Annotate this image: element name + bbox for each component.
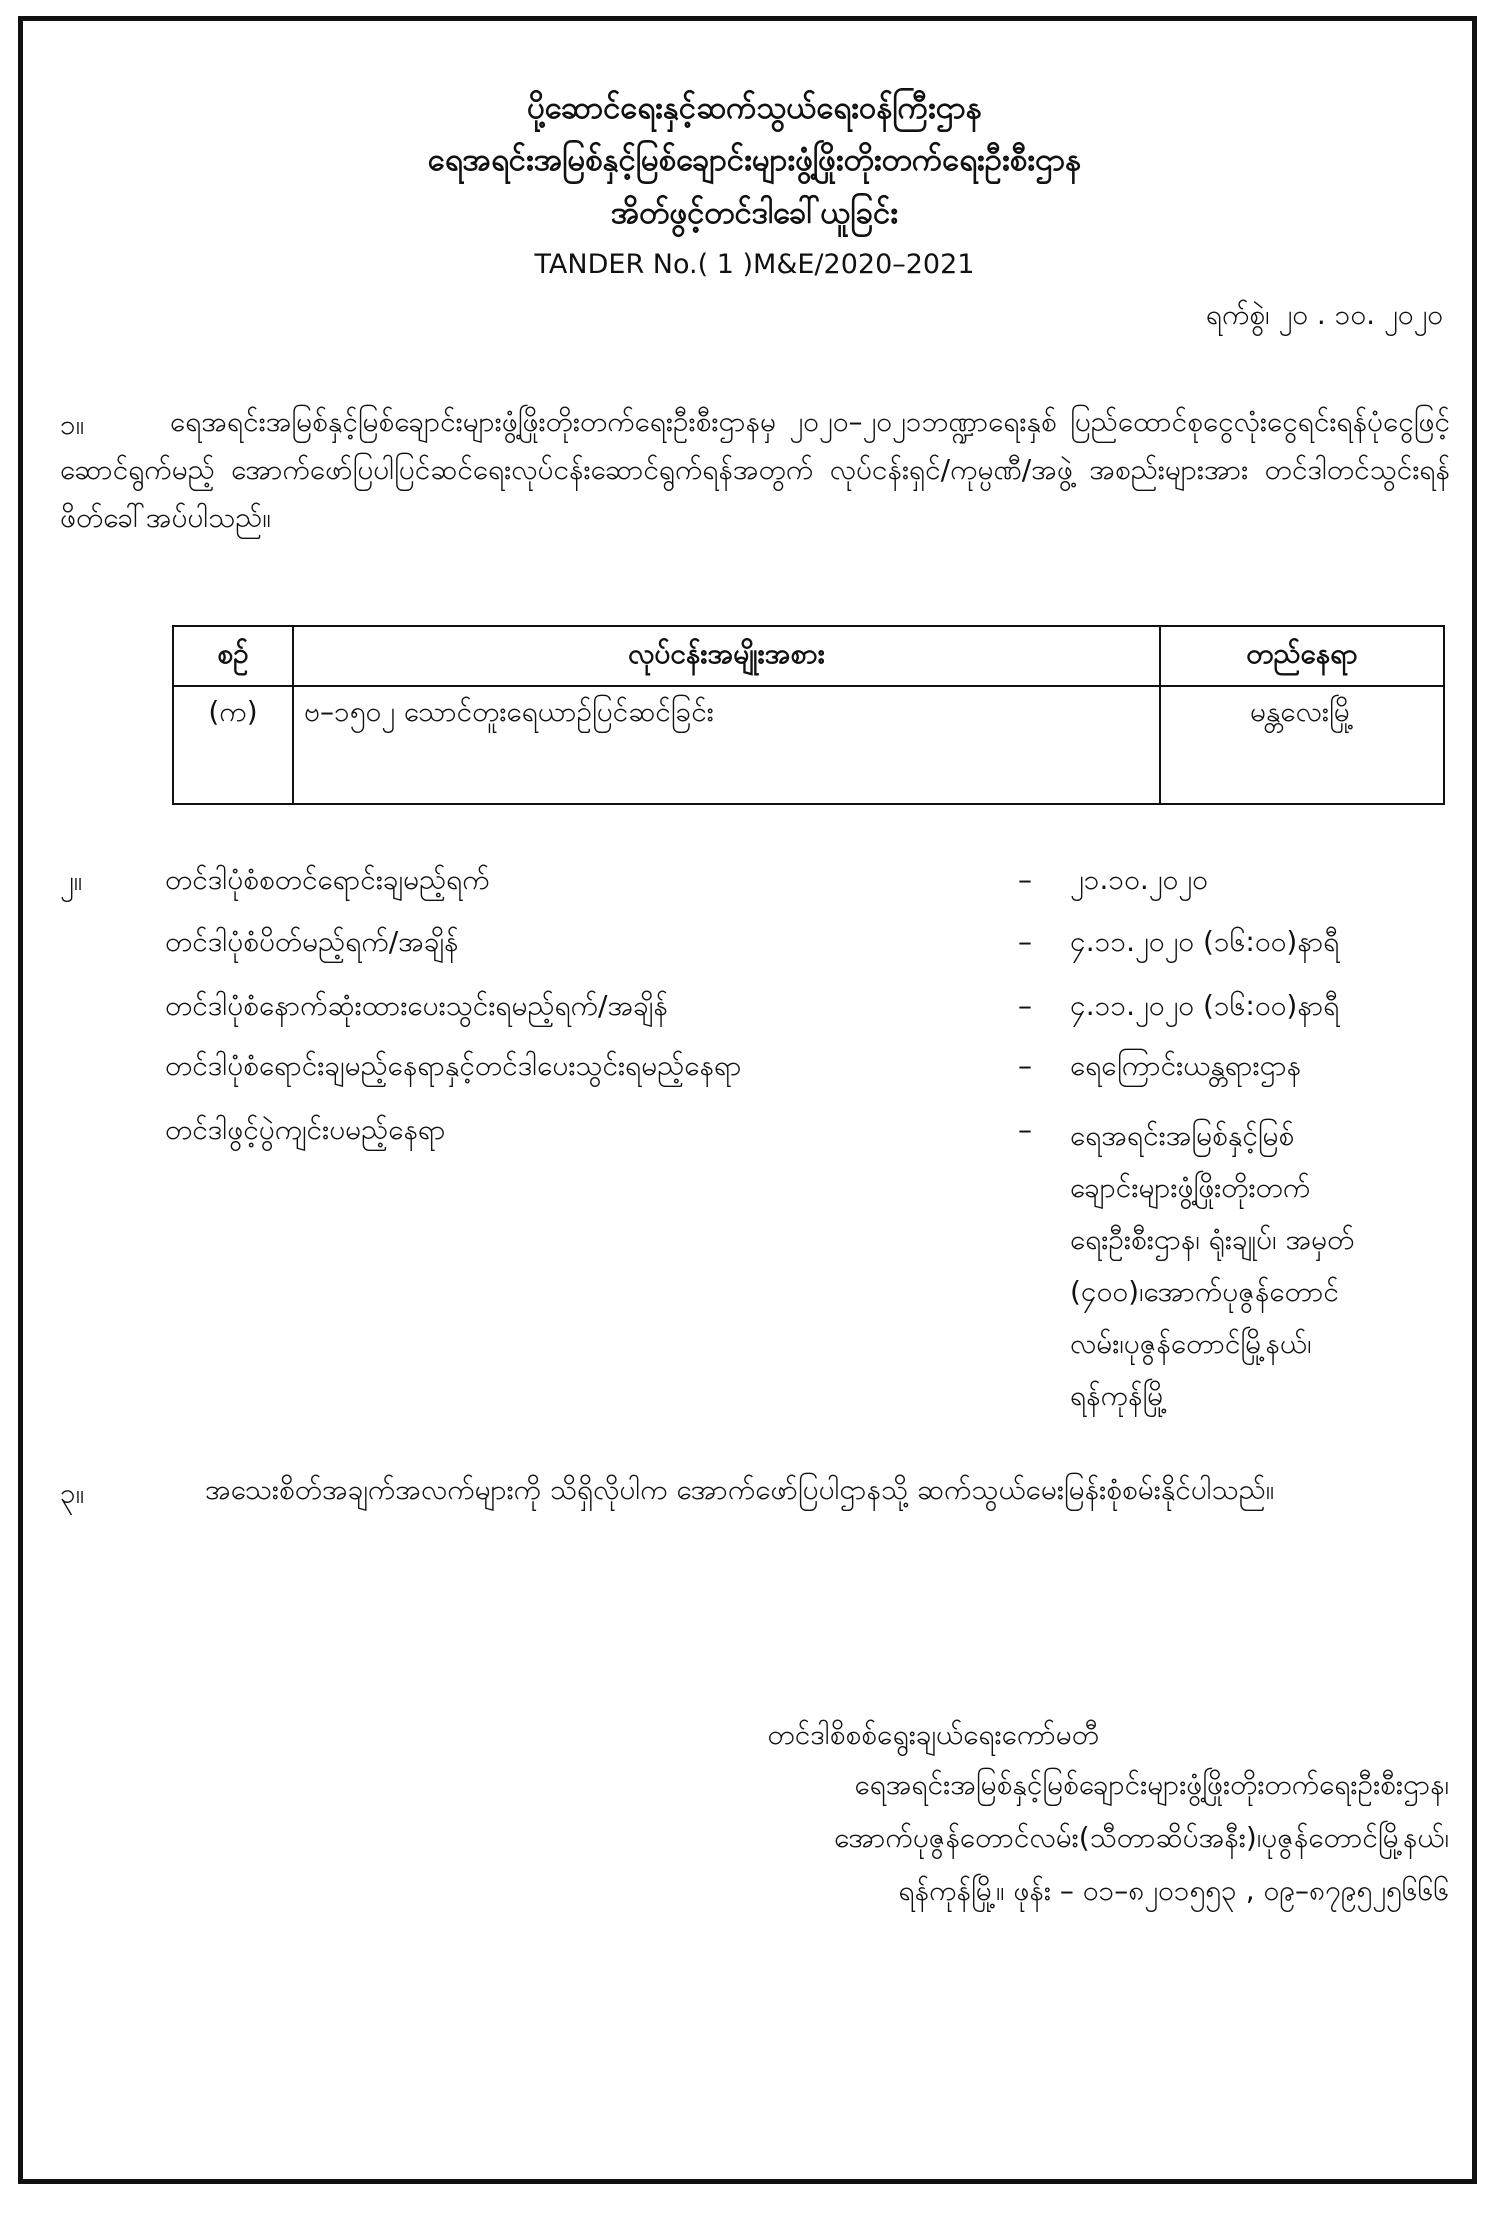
schedule-dash: – xyxy=(1018,863,1032,896)
signature-department: ရေအရင်းအမြစ်နှင့်မြစ်ချောင်းများဖွံ့ဖြိုးတိုးတက်ရေးဦးစီးဌာန၊ xyxy=(854,1768,1449,1801)
schedule-label: တင်ဒါပုံစံရောင်းချမည့်နေရာနှင့်တင်ဒါပေးသွင်းရမည့်နေရာ xyxy=(165,1049,742,1082)
opening-venue-address xyxy=(1070,1110,1430,1422)
schedule-label: တင်ဒါပုံစံပိတ်မည့်ရက်/အချိန် xyxy=(165,925,459,958)
signature-committee: တင်ဒါစိစစ်ရွေးချယ်ရေးကော်မတီ xyxy=(767,1718,1099,1751)
tender-number: TANDER No.( 1 )M&E/2020–2021 xyxy=(534,249,975,280)
table-cell-work-type: ဗ–၁၅၀၂ သောင်တူးရေယာဉ်ပြင်ဆင်ခြင်း xyxy=(293,686,1160,804)
signature-phone: ရန်ကုန်မြို့။ ဖုန်း – ၀၁–၈၂၀၁၅၅၃ , ၀၉–၈၇၉၅၂၅၆၆၆ xyxy=(898,1874,1449,1907)
table-header-serial: စဉ် xyxy=(173,626,293,686)
department-heading: ရေအရင်းအမြစ်နှင့်မြစ်ချောင်းများဖွံ့ဖြိုးတိုးတက်ရေးဦးစီးဌာန xyxy=(427,142,1082,178)
schedule-label: တင်ဒါဖွင့်ပွဲကျင်းပမည့်နေရာ xyxy=(165,1113,446,1146)
schedule-value: ရေကြောင်းယန္တရားဌာန xyxy=(1070,1049,1302,1082)
signature-address: အောက်ပုဇွန်တောင်လမ်း(သီတာဆိပ်အနီး)၊ပုဇွန်တောင်မြို့နယ်၊ xyxy=(834,1821,1449,1854)
address-line: ချောင်းများဖွံ့ဖြိုးတိုးတက် xyxy=(1070,1171,1311,1204)
ministry-heading: ပို့ဆောင်ရေးနှင့်ဆက်သွယ်ရေးဝန်ကြီးဌာန xyxy=(527,90,982,126)
para3-number: ၃။ xyxy=(60,1477,85,1510)
address-line: (၄၀၀)၊အောက်ပုဇွန်တောင် xyxy=(1070,1275,1339,1308)
schedule-value: ၄.၁၁.၂၀၂၀ (၁၆:၀၀)နာရီ xyxy=(1070,989,1340,1022)
schedule-value: ၂၁.၁၀.၂၀၂၀ xyxy=(1070,863,1208,896)
notice-title: အိတ်ဖွင့်တင်ဒါခေါ်ယူခြင်း xyxy=(610,195,899,231)
schedule-dash: – xyxy=(1018,1113,1032,1146)
para3-text: အသေးစိတ်အချက်အလက်များကို သိရှိလိုပါက အောက်ဖော်ပြပါဌာနသို့ ဆက်သွယ်မေးမြန်းစုံစမ်းနိုင်ပါသည်။ xyxy=(205,1473,1275,1506)
table-cell-serial: (က) xyxy=(173,686,293,804)
table-header-location: တည်နေရာ xyxy=(1160,626,1444,686)
table-header-work-type: လုပ်ငန်းအမျိုးအစား xyxy=(293,626,1160,686)
schedule-item xyxy=(0,858,1509,902)
para1-number: ၁။ xyxy=(60,408,85,441)
schedule-item xyxy=(0,920,1509,964)
schedule-item xyxy=(0,1044,1509,1088)
table-row xyxy=(173,686,1444,804)
schedule-dash: – xyxy=(1018,989,1032,1022)
para1-text: ရေအရင်းအမြစ်နှင့်မြစ်ချောင်းများဖွံ့ဖြိုးတိုးတက်ရေးဦးစီးဌာနမှ ၂၀၂၀–၂၀၂၁ဘဏ္ဍာရေးနှစ် ပြည်ထောင်စုငွေလုံးငွေရင်းရန်ပုံငွေဖြင့်ဆောင်ရွက်မည့် အောက်ဖော်ပြပါပြင်ဆင်ရေးလုပ်ငန်းဆောင်ရွက်ရန်အတွက် လုပ်ငန်းရှင်/ကုမ္ပဏီ/အဖွဲ့ အစည်းများအား တင်ဒါတင်သွင်းရန် ဖိတ်ခေါ်အပ်ပါသည်။ xyxy=(60,405,1450,534)
address-line: ရန်ကုန်မြို့ xyxy=(1070,1379,1168,1412)
address-line: ရေအရင်းအမြစ်နှင့်မြစ် xyxy=(1070,1119,1295,1152)
page-border xyxy=(18,16,1477,2184)
table-cell-location: မန္တလေးမြို့ xyxy=(1160,686,1444,804)
schedule-item xyxy=(0,984,1509,1028)
schedule-dash: – xyxy=(1018,925,1032,958)
schedule-label: တင်ဒါပုံစံစတင်ရောင်းချမည့်ရက် xyxy=(165,863,490,896)
schedule-value: ၄.၁၁.၂၀၂၀ (၁၆:၀၀)နာရီ xyxy=(1070,925,1340,958)
date-line: ရက်စွဲ၊ ၂၀ . ၁၀. ၂၀၂၀ xyxy=(1205,298,1443,331)
schedule-number: ၂။ xyxy=(60,864,83,897)
schedule-dash: – xyxy=(1018,1049,1032,1082)
table-header-row xyxy=(173,626,1444,686)
schedule-label: တင်ဒါပုံစံနောက်ဆုံးထားပေးသွင်းရမည့်ရက်/အချိန် xyxy=(165,989,668,1022)
tender-table xyxy=(172,625,1445,805)
address-line: လမ်း၊ပုဇွန်တောင်မြို့နယ်၊ xyxy=(1070,1327,1312,1360)
address-line: ရေးဦးစီးဌာန၊ ရုံးချုပ်၊ အမှတ် xyxy=(1070,1223,1355,1256)
